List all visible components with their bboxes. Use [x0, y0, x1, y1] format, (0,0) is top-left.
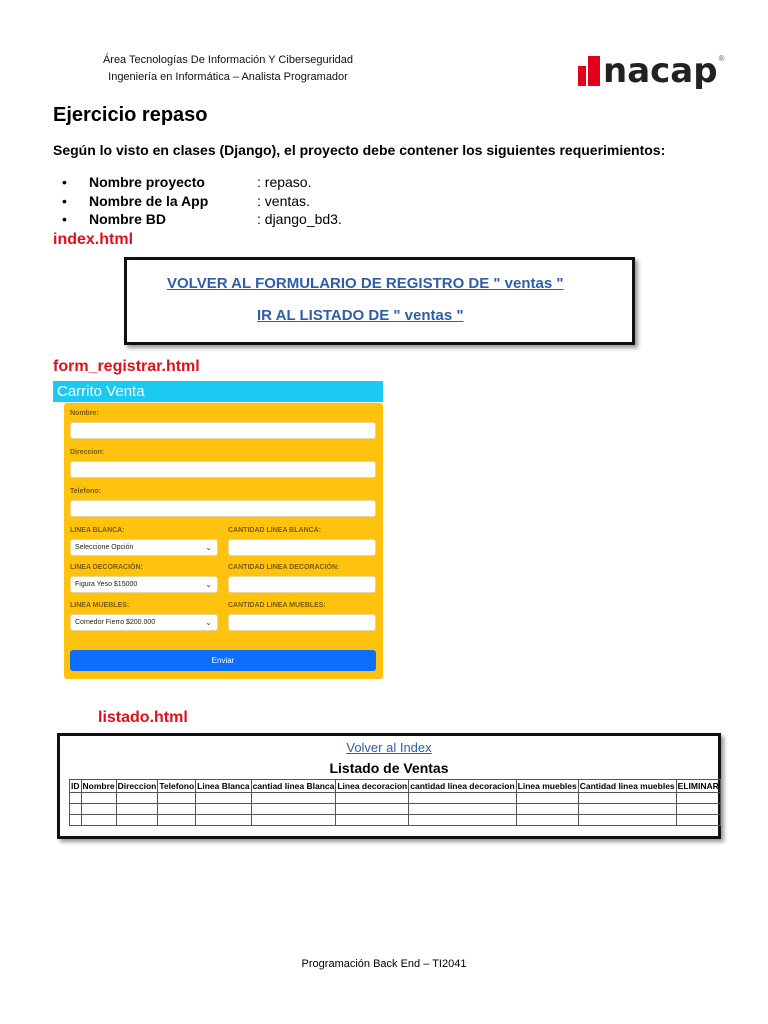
bullet-icon: • [62, 192, 67, 209]
direccion-label: Direccion: [70, 449, 105, 456]
enviar-button[interactable]: Enviar [70, 650, 376, 671]
chevron-down-icon: ⌄ [205, 580, 212, 589]
ventas-table [69, 779, 721, 826]
linea-muebles-value: Comedor Fierro $200.000 [75, 619, 156, 626]
header-line-1: Área Tecnologías De Información Y Ciberseguridad [102, 54, 354, 66]
linea-blanca-select[interactable] [70, 539, 218, 556]
linea-decoracion-value: Figura Yeso $15000 [75, 581, 138, 588]
link-ir-listado[interactable]: IR AL LISTADO DE " ventas " [257, 307, 464, 324]
list-item [62, 173, 342, 192]
section-label-index: index.html [53, 231, 134, 248]
telefono-label: Telefono: [70, 488, 101, 495]
list-item [62, 210, 342, 229]
cant-linea-blanca-label: CANTIDAD LINEA BLANCA: [228, 527, 322, 534]
column-header: Cantidad linea muebles [579, 781, 675, 791]
linea-decoracion-label: LINEA DECORACIÓN: [70, 564, 143, 571]
chevron-down-icon: ⌄ [205, 618, 212, 627]
requirement-key: Nombre de la App [89, 192, 209, 209]
cant-linea-blanca-input[interactable] [228, 539, 376, 556]
column-header: ELIMINAR [677, 781, 719, 791]
column-header: Linea muebles [517, 781, 577, 791]
bullet-icon: • [62, 211, 67, 228]
chevron-down-icon: ⌄ [205, 543, 212, 552]
requirement-key: Nombre BD [89, 211, 167, 228]
page-title: Ejercicio repaso [53, 104, 208, 126]
linea-decoracion-select[interactable] [70, 576, 218, 593]
requirement-value: : repaso. [257, 174, 312, 191]
logo-trademark: ® [718, 54, 725, 63]
section-label-form: form_registrar.html [53, 358, 200, 375]
column-header: cantidad linea decoracion [410, 781, 515, 791]
registration-form [64, 403, 383, 679]
listado-preview [57, 733, 721, 839]
table-header-row [70, 780, 721, 793]
list-item [62, 192, 342, 211]
requirements-list [62, 173, 342, 229]
linea-muebles-select[interactable] [70, 614, 218, 631]
header-line-2: Ingeniería en Informática – Analista Programador [108, 71, 348, 83]
column-header: Direccion [117, 781, 157, 791]
form-header: Carrito Venta [53, 381, 383, 402]
column-header: ID [71, 781, 80, 791]
logo-text: nacap [603, 51, 718, 91]
column-header: cantiad linea Blanca [252, 781, 335, 791]
nombre-label: Nombre: [70, 410, 99, 417]
linea-blanca-value: Seleccione Opción [75, 544, 134, 551]
column-header: Linea Blanca [197, 781, 250, 791]
cant-linea-muebles-label: CANTIDAD LINEA MUEBLES: [228, 602, 326, 609]
cant-linea-decoracion-label: CANTIDAD LINEA DECORACIÓN: [228, 564, 340, 571]
column-header: Telefono [159, 781, 195, 791]
nombre-input[interactable] [70, 422, 376, 439]
bullet-icon: • [62, 174, 67, 191]
direccion-input[interactable] [70, 461, 376, 478]
section-label-listado: listado.html [98, 709, 188, 726]
requirement-value: : ventas. [257, 192, 310, 209]
inacap-logo [578, 51, 725, 91]
requirement-key: Nombre proyecto [89, 174, 205, 191]
linea-blanca-label: LINEA BLANCA: [70, 527, 125, 534]
table-row [70, 793, 721, 804]
document-header [88, 52, 368, 86]
intro-text: Según lo visto en clases (Django), el proyecto debe contener los siguientes requerimientos: [53, 142, 666, 158]
column-header: Linea decoracion [337, 781, 408, 791]
linea-muebles-label: LINEA MUEBLES: [70, 602, 130, 609]
listado-title: Listado de Ventas [329, 760, 449, 776]
cant-linea-muebles-input[interactable] [228, 614, 376, 631]
table-row [70, 815, 721, 826]
table-row [70, 804, 721, 815]
volver-index-link[interactable]: Volver al Index [346, 740, 432, 755]
index-preview [124, 257, 635, 345]
page-footer: Programación Back End – TI2041 [301, 958, 467, 970]
cant-linea-decoracion-input[interactable] [228, 576, 376, 593]
column-header: Nombre [82, 781, 115, 791]
telefono-input[interactable] [70, 500, 376, 517]
link-volver-formulario[interactable]: VOLVER AL FORMULARIO DE REGISTRO DE " ventas " [167, 275, 564, 292]
logo-mark-icon [578, 56, 600, 86]
requirement-value: : django_bd3. [257, 211, 342, 228]
